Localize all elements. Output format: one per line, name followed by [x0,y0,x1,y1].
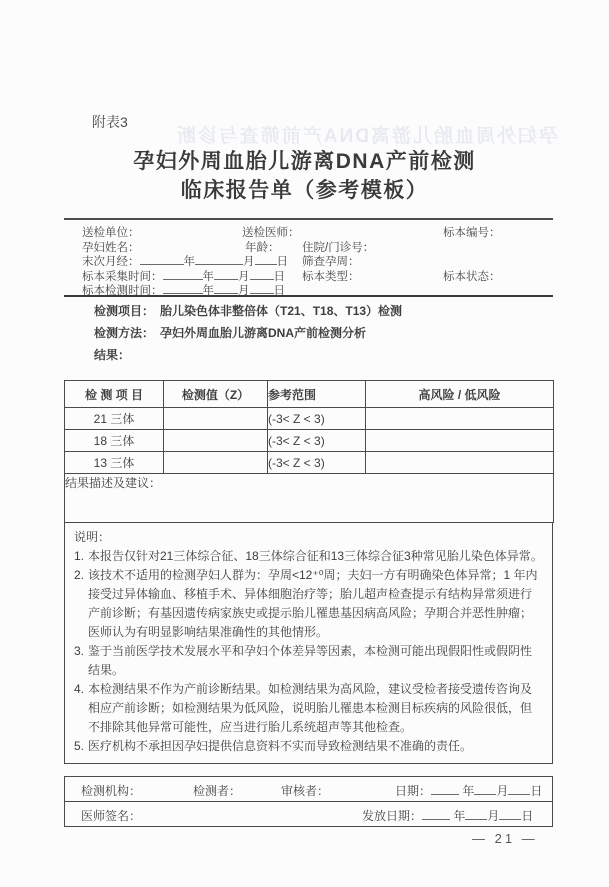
blank-line [255,253,277,265]
unit-month: 月 [238,285,250,297]
test-info-section [94,300,402,366]
report-title-line2: 临床报告单（参考模板） [180,179,429,202]
appendix-label: 附表3 [92,114,128,130]
testing-time-label: 标本检测时间： [82,285,163,297]
header-z-value: 检测值（Z） [164,381,268,408]
blank-line [214,282,238,294]
note-text: 本检测结果不作为产前诊断结果。如检测结果为高风险，建议受检者接受遗传咨询及相应产前诊断；如检测结果为低风险，说明胎儿罹患本检测目标疾病的风险很低，但不排除其他异常可能性，应当进行胎儿系统超声等其他检查。 [88,682,533,734]
unit-day: 日 [273,271,285,283]
patient-info-row-3 [82,253,553,267]
note-text: 该技术不适用的检测孕妇人群为：孕周<12⁺⁰周；夫妇一方有明确染色体异常；1 年内接受过异体输血、移植手术、异体细胞治疗等；胎儿超声检查提示有结构异常须进行产前诊断；有基因遗传病家族史或提示胎儿罹患基因病高风险；孕期合并恶性肿瘤；医师认为有明显影响结果准确性的其他情形。 [88,568,538,639]
test-item-label: 检测项目： [94,304,155,318]
trisomy-13-reference: (-3< Z < 3) [268,452,366,474]
note-number: 1. [74,549,85,563]
date-label: 日期： [395,784,432,798]
header-test-item: 检 测 项 目 [65,381,164,408]
note-item-5 [74,737,543,756]
blank-line [474,783,496,795]
unit-year: 年 [202,271,214,283]
org-label: 检测机构： [81,784,142,798]
unit-day: 日 [276,256,288,268]
unit-month: 月 [487,809,500,823]
blank-line [214,268,238,280]
report-body [64,218,553,823]
age-label: 年龄： [245,242,280,254]
sending-unit-label: 送检单位： [82,227,140,239]
note-number: 2. [74,568,85,582]
patient-info-section [64,218,553,297]
unit-year: 年 [462,784,475,798]
sample-type-label: 标本类型： [302,271,360,283]
result-description-label: 结果描述及建议： [65,474,554,523]
trisomy-18-risk-cell [366,430,554,452]
unit-year: 年 [183,256,195,268]
unit-year: 年 [453,809,466,823]
mother-name-label: 孕妇姓名： [82,242,140,254]
sending-doctor-label: 送检医师： [242,227,300,239]
notes-section [64,522,553,764]
sample-no-label: 标本编号： [443,227,501,239]
result-label: 结果： [94,348,131,362]
trisomy-18-reference: (-3< Z < 3) [268,430,366,452]
note-item-4 [74,680,543,737]
row-trisomy-13 [65,452,554,474]
description-row [65,474,554,523]
physician-signature-label: 医师签名： [81,809,142,823]
blank-line [163,268,203,280]
result-line [94,344,402,366]
blank-line [250,282,274,294]
lower-section [64,380,553,827]
trisomy-13-item: 13 三体 [65,452,164,474]
unit-month: 月 [496,784,509,798]
collection-time-label: 标本采集时间： [82,271,163,283]
blank-line [195,253,243,265]
report-title-line1: 孕妇外周血胎儿游离DNA产前检测 [133,150,476,173]
trisomy-21-risk-cell [366,408,554,430]
signoff-section [64,776,553,827]
blank-line [465,808,487,820]
blank-line [163,282,203,294]
unit-day: 日 [530,784,543,798]
note-number: 4. [74,682,85,696]
trisomy-21-z-value-cell [164,408,268,430]
issue-date-label: 发放日期： [362,809,423,823]
screening-weeks-label: 筛查孕周： [302,256,360,268]
unit-month: 月 [238,271,250,283]
tester-label: 检测者： [193,784,242,798]
trisomy-21-reference: (-3< Z < 3) [268,408,366,430]
issue-date-field [362,807,533,824]
unit-day: 日 [273,285,285,297]
row-trisomy-21 [65,408,554,430]
blank-line [508,783,530,795]
test-item-line [94,300,402,322]
date-field [395,782,542,799]
unit-month: 月 [243,256,255,268]
result-table [64,380,554,523]
patient-info-row-1 [82,224,553,238]
result-table-header-row [65,381,554,408]
row-trisomy-18 [65,430,554,452]
page-number: — 21 — [472,831,538,846]
patient-info-row-5 [82,282,553,296]
trisomy-18-item: 18 三体 [65,430,164,452]
unit-day: 日 [521,809,534,823]
header-reference-range: 参考范围 [268,381,366,408]
last-menstrual-field [82,253,288,269]
blank-line [250,268,274,280]
blank-line [140,253,184,265]
note-number: 3. [74,644,85,658]
patient-info-row-4 [82,268,553,282]
note-text: 本报告仅针对21三体综合征、18三体综合征和13三体综合征3种常见胎儿染色体异常。 [88,549,543,563]
test-item-value: 胎儿染色体非整倍体（T21、T18、T13）检测 [160,304,403,318]
note-text: 鉴于当前医学技术发展水平和孕妇个体差异等因素，本检测可能出现假阳性或假阴性结果。 [88,644,533,677]
sample-status-label: 标本状态： [443,271,501,283]
blank-line [431,783,459,795]
note-number: 5. [74,739,85,753]
testing-time-field [82,282,285,298]
trisomy-13-risk-cell [366,452,554,474]
trisomy-13-z-value-cell [164,452,268,474]
header-risk: 高风险 / 低风险 [366,381,554,408]
test-method-line [94,322,402,344]
patient-info-row-2 [82,239,553,253]
signoff-row-2 [65,802,552,826]
note-item-3 [74,642,543,680]
trisomy-18-z-value-cell [164,430,268,452]
trisomy-21-item: 21 三体 [65,408,164,430]
blank-line [422,808,450,820]
reviewer-label: 审核者： [281,784,330,798]
bleed-through-text: 孕妇外周血胎儿游离DNA产前筛查与诊断 [174,126,558,147]
signoff-row-1 [65,777,552,802]
note-item-1 [74,547,543,566]
notes-title: 说明： [74,530,111,544]
unit-year: 年 [202,285,214,297]
admission-no-label: 住院/门诊号： [302,242,375,254]
blank-line [499,808,521,820]
test-method-label: 检测方法： [94,326,155,340]
last-menstrual-label: 末次月经： [82,256,140,268]
note-text: 医疗机构不承担因孕妇提供信息资料不实而导致检测结果不准确的责任。 [88,739,473,753]
test-method-value: 孕妇外周血胎儿游离DNA产前检测分析 [160,326,367,340]
note-item-2 [74,566,543,642]
